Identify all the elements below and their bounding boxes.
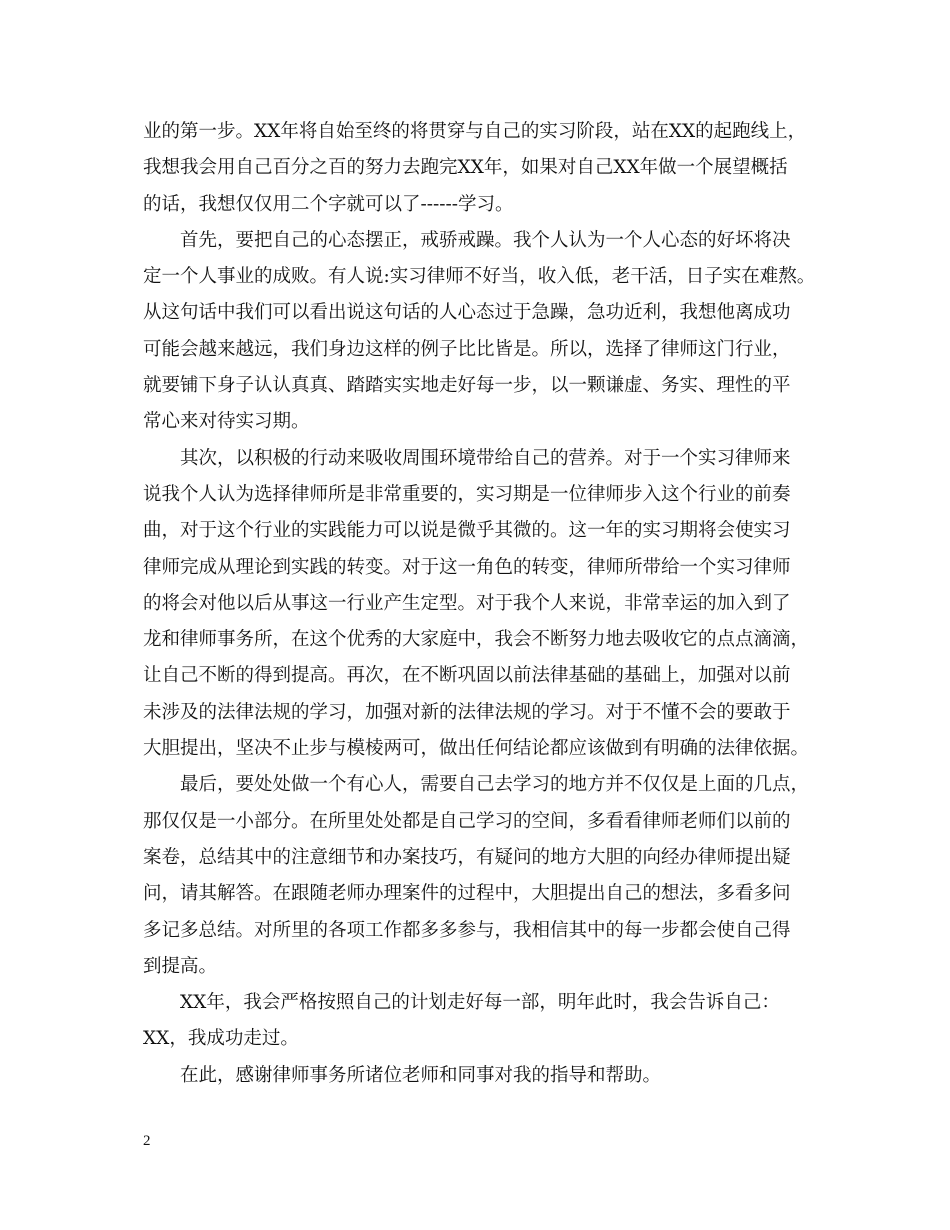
text-line: 可能会越来越远，我们身边这样的例子比比皆是。所以，选择了律师这门行业， (143, 338, 791, 360)
text-line: 到提高。 (143, 955, 218, 977)
text-line: XX，我成功走过。 (143, 1028, 299, 1050)
text-line: 从这句话中我们可以看出说这句话的人心态过于急躁，急功近利，我想他离成功 (143, 302, 791, 324)
text-line: 那仅仅是一小部分。在所里处处都是自己学习的空间，多看看律师老师们以前的 (143, 810, 791, 832)
text-line: 案卷，总结其中的注意细节和办案技巧，有疑问的地方大胆的向经办律师提出疑 (143, 846, 791, 868)
text-line: 的将会对他以后从事这一行业产生定型。对于我个人来说，非常幸运的加入到了 (143, 592, 791, 614)
paragraph-first-line: 在此，感谢律师事务所诸位老师和同事对我的指导和帮助。 (180, 1064, 662, 1086)
text-line: 多记多总结。对所里的各项工作都多多参与，我相信其中的每一步都会使自己得 (143, 919, 791, 941)
paragraph-first-line: 最后，要处处做一个有心人，需要自己去学习的地方并不仅仅是上面的几点， (180, 774, 810, 796)
text-line: 说我个人认为选择律师所是非常重要的，实习期是一位律师步入这个行业的前奏 (143, 483, 791, 505)
paragraph-first-line: 首先，要把自己的心态摆正，戒骄戒躁。我个人认为一个人心态的好坏将决 (180, 229, 791, 251)
text-line: 大胆提出，坚决不止步与模棱两可，做出任何结论都应该做到有明确的法律依据。 (143, 738, 810, 760)
text-line: 的话，我想仅仅用二个字就可以了------学习。 (143, 193, 514, 215)
paragraph-first-line: 其次，以积极的行动来吸收周围环境带给自己的营养。对于一个实习律师来 (180, 447, 791, 469)
text-line: 业的第一步。XX年将自始至终的将贯穿与自己的实习阶段，站在XX的起跑线上， (143, 121, 807, 142)
text-line: 问，请其解答。在跟随老师办理案件的过程中，大胆提出自己的想法，多看多问 (143, 883, 791, 905)
text-line: 未涉及的法律法规的学习，加强对新的法律法规的学习。对于不懂不会的要敢于 (143, 701, 791, 723)
text-line: 龙和律师事务所，在这个优秀的大家庭中，我会不断努力地去吸收它的点点滴滴， (143, 629, 810, 651)
text-line: 律师完成从理论到实践的转变。对于这一角色的转变，律师所带给一个实习律师 (143, 556, 791, 578)
text-line: 我想我会用自己百分之百的努力去跑完XX年，如果对自己XX年做一个展望概括 (143, 157, 788, 179)
text-line: 定一个人事业的成败。有人说:实习律师不好当，收入低，老干活，日子实在难熬。 (143, 266, 816, 288)
text-line: 让自己不断的得到提高。再次，在不断巩固以前法律基础的基础上，加强对以前 (143, 665, 791, 687)
text-line: 就要铺下身子认认真真、踏踏实实地走好每一步，以一颗谦虚、务实、理性的平 (143, 375, 791, 397)
text-line: 曲，对于这个行业的实践能力可以说是微乎其微的。这一年的实习期将会使实习 (143, 520, 791, 542)
body-text (143, 114, 823, 1094)
paragraph-first-line: XX年，我会严格按照自己的计划走好每一部，明年此时，我会告诉自己： (180, 992, 780, 1014)
page-number: 2 (143, 1133, 151, 1149)
text-line: 常心来对待实习期。 (143, 411, 310, 433)
